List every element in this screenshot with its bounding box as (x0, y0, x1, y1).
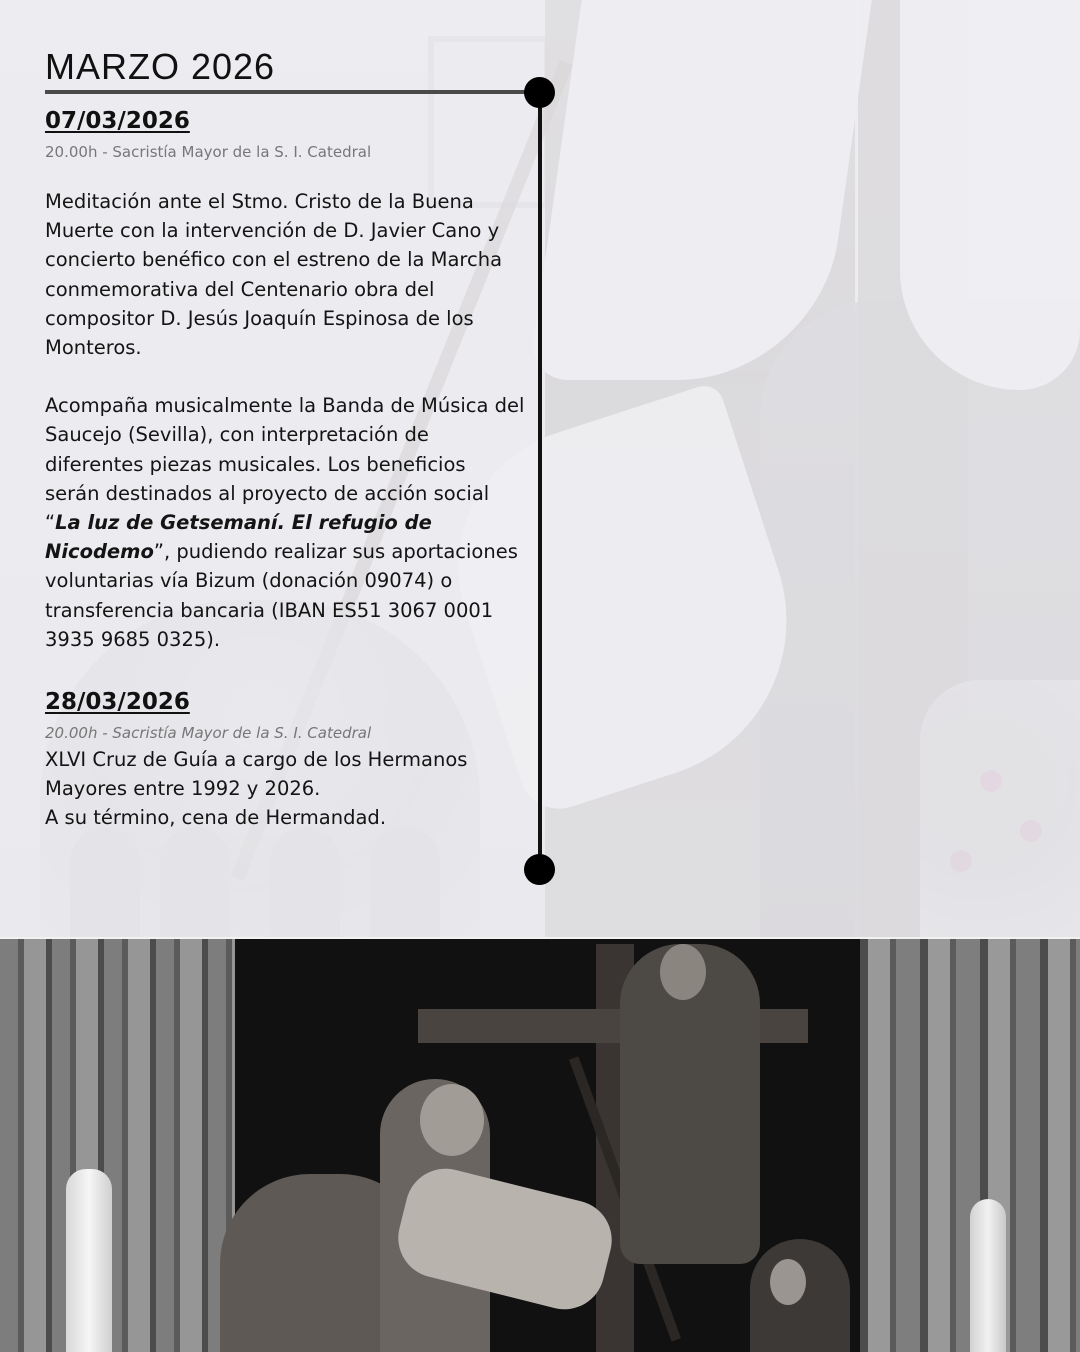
event-description (45, 187, 525, 654)
event-date: 07/03/2026 (45, 108, 190, 134)
event-time-location: 20.00h - Sacristía Mayor de la S. I. Catedral (45, 724, 372, 742)
candle-right (970, 1199, 1006, 1352)
event-paragraph (45, 391, 525, 654)
title-divider (45, 90, 540, 94)
figure-head (660, 944, 706, 1000)
stone-pillar-left (0, 939, 235, 1352)
figure-head (420, 1084, 484, 1156)
event-paragraph: XLVI Cruz de Guía a cargo de los Hermanos Mayores entre 1992 y 2026. (45, 748, 468, 801)
timeline-start-dot (524, 77, 555, 108)
event-time-location: 20.00h - Sacristía Mayor de la S. I. Catedral (45, 143, 372, 161)
paragraph-text: Acompaña musicalmente la Banda de Música del Saucejo (Sevilla), con interpretación de diferentes piezas musicales. Los beneficios serán destinados al proyecto de acción social “ (45, 394, 525, 535)
project-title: La luz de Getsemaní. El refugio de Nicodemo (45, 511, 432, 564)
event-paragraph: Meditación ante el Stmo. Cristo de la Buena Muerte con la intervención de D. Javier Cano y concierto benéfico con el estreno de la Marcha conmemorativa del Centenario obra del compositor D. Jesús Joaquín Espinosa de los Monteros. (45, 190, 503, 360)
paragraph-text: ”, pudiendo realizar sus aportaciones voluntarias vía Bizum (donación 09074) o transferencia bancaria (IBAN ES51 3067 0001 3935 9685 0325). (45, 540, 518, 651)
timeline-end-dot (524, 854, 555, 885)
event-description (45, 745, 525, 833)
event-date: 28/03/2026 (45, 689, 190, 715)
timeline-line (538, 92, 542, 870)
figure-face (770, 1259, 806, 1305)
event-paragraph: A su término, cena de Hermandad. (45, 806, 387, 830)
candle-left (66, 1169, 112, 1352)
page-title: MARZO 2026 (45, 46, 276, 87)
sculpture-photo (0, 937, 1080, 1352)
